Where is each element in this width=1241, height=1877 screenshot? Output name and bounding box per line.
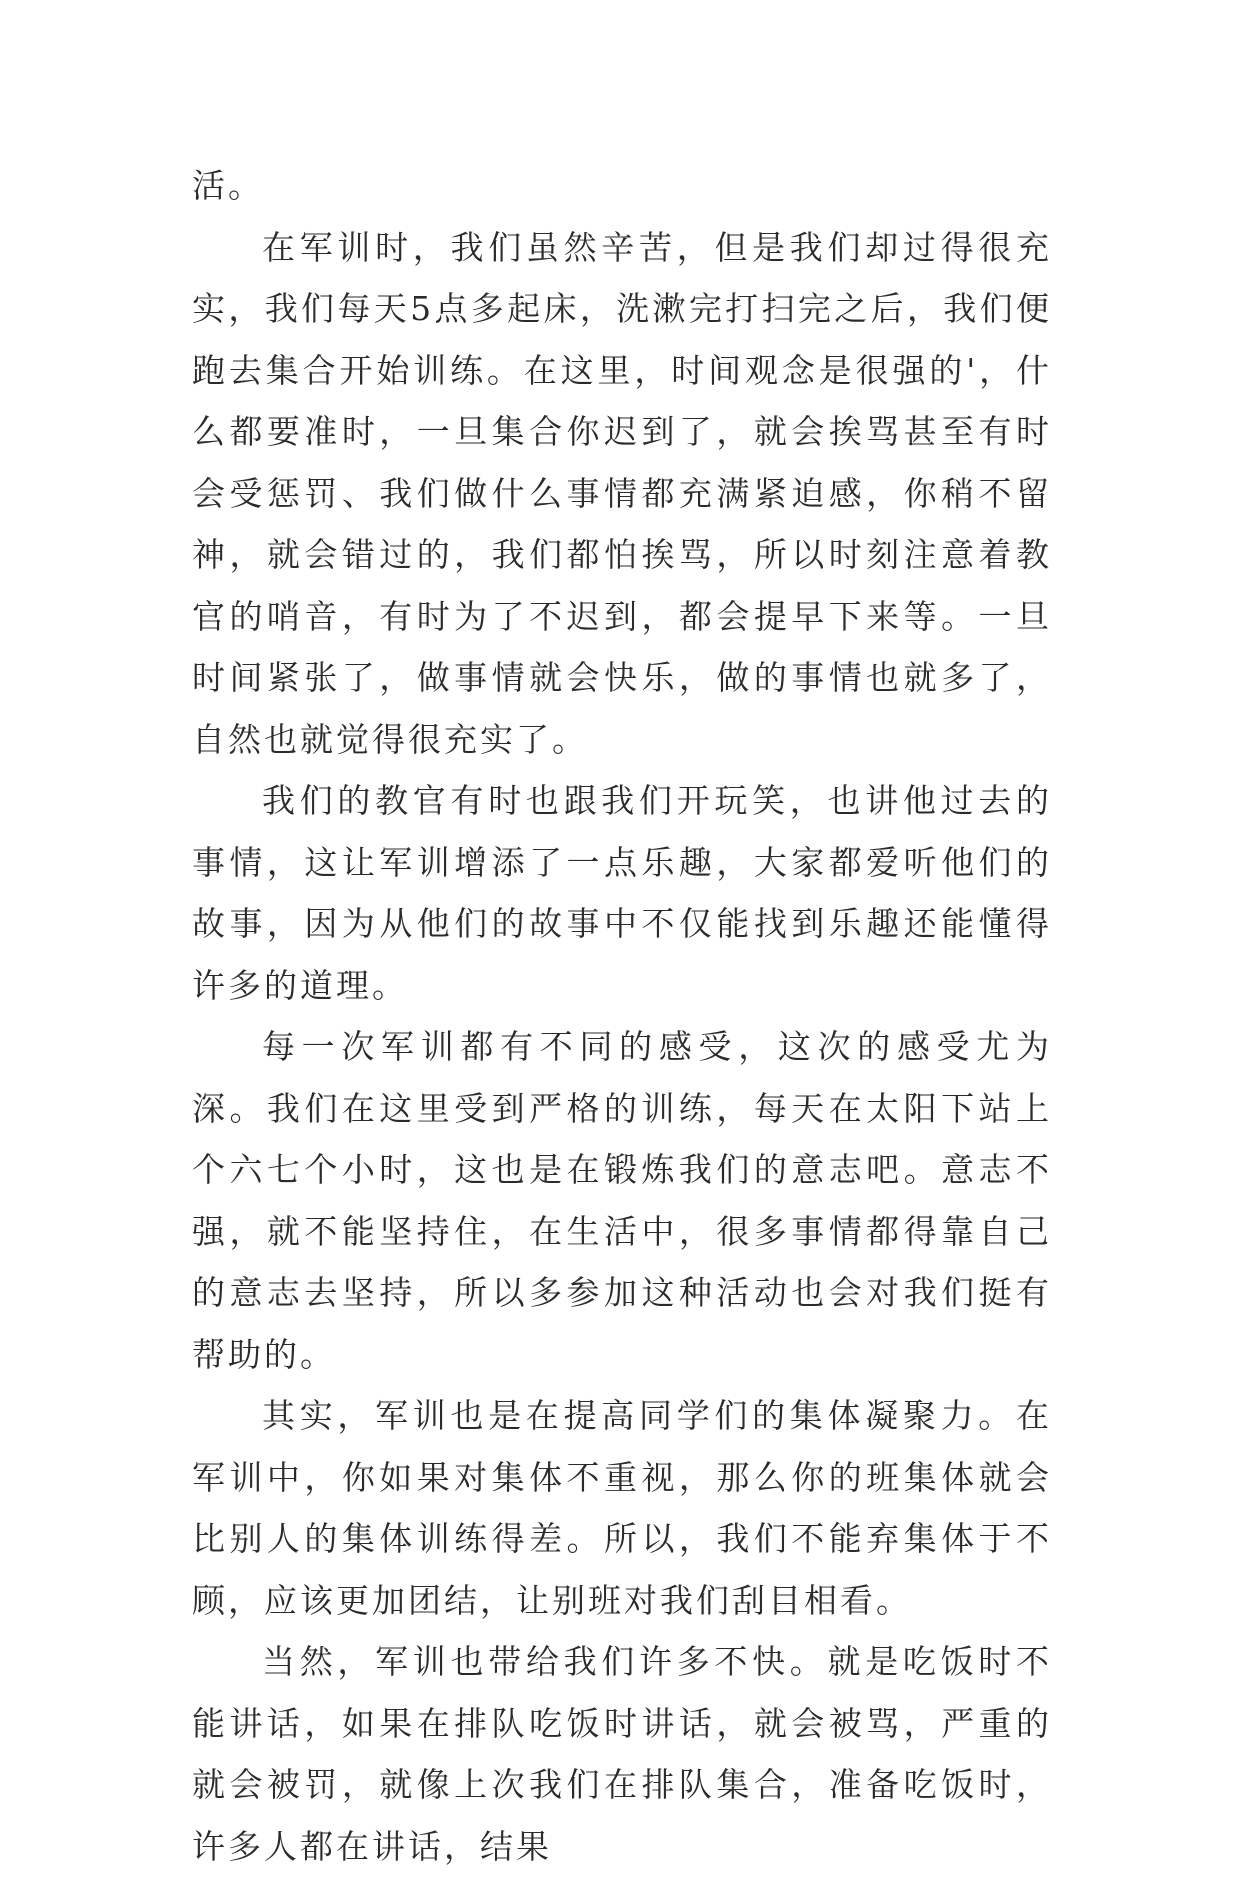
paragraph-cohesion: 其实，军训也是在提高同学们的集体凝聚力。在军训中，你如果对集体不重视，那么你的班集体就会比别人的集体训练得差。所以，我们不能弃集体于不顾，应该更加团结，让别班对我们刮目相看。 — [192, 1396, 1052, 1620]
paragraph-instructor-stories: 我们的教官有时也跟我们开玩笑，也讲他过去的事情，这让军训增添了一点乐趣，大家都爱听他们的故事，因为从他们的故事中不仅能找到乐趣还能懂得许多的道理。 — [192, 781, 1052, 1005]
paragraph-continuation: 活。 — [192, 166, 264, 205]
document-body — [192, 155, 1052, 1877]
paragraph-training-life: 在军训时，我们虽然辛苦，但是我们却过得很充实，我们每天5点多起床，洗漱完打扫完之后，我们便跑去集合开始训练。在这里，时间观念是很强的'，什么都要准时，一旦集合你迟到了，就会挨骂甚至有时会受惩罚、我们做什么事情都充满紧迫感，你稍不留神，就会错过的，我们都怕挨骂，所以时刻注意着教官的哨音，有时为了不迟到，都会提早下来等。一旦时间紧张了，做事情就会快乐，做的事情也就多了，自然也就觉得很充实了。 — [192, 227, 1052, 759]
paragraph-unpleasant: 当然，军训也带给我们许多不快。就是吃饭时不能讲话，如果在排队吃饭时讲话，就会被骂，严重的就会被罚，就像上次我们在排队集合，准备吃饭时，许多人都在讲话，结果 — [192, 1642, 1052, 1866]
paragraph-willpower: 每一次军训都有不同的感受，这次的感受尤为深。我们在这里受到严格的训练，每天在太阳下站上个六七个小时，这也是在锻炼我们的意志吧。意志不强，就不能坚持住，在生活中，很多事情都得靠自己的意志去坚持，所以多参加这种活动也会对我们挺有帮助的。 — [192, 1027, 1052, 1374]
